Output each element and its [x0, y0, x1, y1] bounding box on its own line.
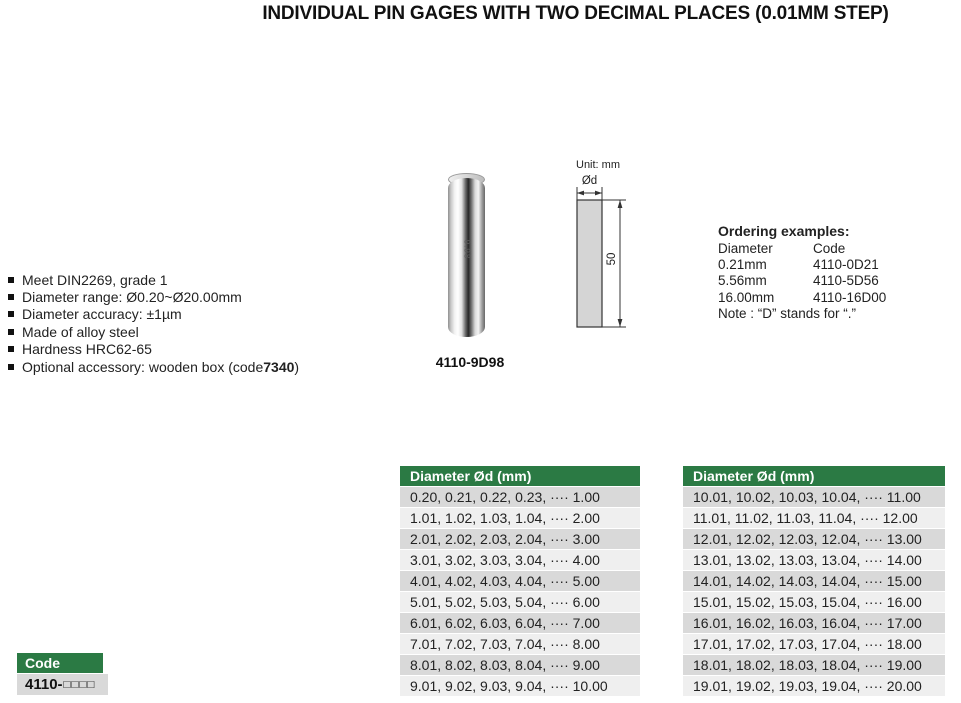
table-header: Diameter Ød (mm)	[400, 466, 640, 487]
table-row: 13.01, 13.02, 13.03, 13.04, ···· 14.00	[683, 550, 945, 571]
gage-outline-rect	[577, 200, 602, 327]
product-model-label: 4110-9D98	[435, 354, 505, 370]
feature-text: Meet DIN2269, grade 1	[22, 271, 168, 288]
bullet-square-icon	[8, 294, 14, 300]
ordering-col-diameter: Diameter	[718, 240, 773, 256]
ordering-note: Note : “D” stands for “.”	[718, 305, 857, 321]
feature-item	[8, 358, 299, 375]
feature-item	[8, 288, 299, 305]
table-row: 9.01, 9.02, 9.03, 9.04, ···· 10.00	[400, 676, 640, 697]
feature-text: Optional accessory: wooden box (code	[22, 358, 264, 375]
table-row: 10.01, 10.02, 10.03, 10.04, ···· 11.00	[683, 487, 945, 508]
feature-item	[8, 271, 299, 288]
table-row: 11.01, 11.02, 11.03, 11.04, ···· 12.00	[683, 508, 945, 529]
ordering-code: 4110-5D56	[813, 273, 879, 289]
ordering-examples	[718, 223, 886, 321]
page-title: INDIVIDUAL PIN GAGES WITH TWO DECIMAL PLACES (0.01MM STEP)	[262, 3, 889, 24]
table-row: 12.01, 12.02, 12.03, 12.04, ···· 13.00	[683, 529, 945, 550]
feature-text: Hardness HRC62-65	[22, 341, 152, 358]
table-row: 7.01, 7.02, 7.03, 7.04, ···· 8.00	[400, 634, 640, 655]
feature-list	[8, 271, 299, 375]
table-row: 4.01, 4.02, 4.03, 4.04, ···· 5.00	[400, 571, 640, 592]
ordering-code: 4110-0D21	[813, 256, 879, 272]
feature-text: Made of alloy steel	[22, 323, 139, 340]
code-placeholder-squares: □□□□	[63, 678, 96, 691]
diameter-dim-label: Ød	[581, 175, 598, 187]
feature-item	[8, 306, 299, 323]
ordering-diameter: 5.56mm	[718, 273, 767, 289]
diameter-table-1	[400, 466, 640, 697]
ordering-header-row	[718, 240, 886, 256]
feature-post: )	[294, 358, 300, 375]
dimension-drawing	[560, 152, 650, 342]
table-row: 2.01, 2.02, 2.03, 2.04, ···· 3.00	[400, 529, 640, 550]
code-prefix: 4110-	[25, 676, 63, 693]
table-row: 15.01, 15.02, 15.03, 15.04, ···· 16.00	[683, 592, 945, 613]
bullet-square-icon	[8, 364, 14, 370]
table-header: Diameter Ød (mm)	[683, 466, 945, 487]
bullet-square-icon	[8, 346, 14, 352]
ordering-code: 4110-16D00	[813, 289, 887, 305]
ordering-row	[718, 256, 886, 272]
table-row: 17.01, 17.02, 17.03, 17.04, ···· 18.00	[683, 634, 945, 655]
table-row: 0.20, 0.21, 0.22, 0.23, ···· 1.00	[400, 487, 640, 508]
bullet-square-icon	[8, 311, 14, 317]
table-row: 1.01, 1.02, 1.03, 1.04, ···· 2.00	[400, 508, 640, 529]
table-row: 8.01, 8.02, 8.03, 8.04, ···· 9.00	[400, 655, 640, 676]
feature-bold: 7340	[263, 358, 295, 375]
table-row: 3.01, 3.02, 3.03, 3.04, ···· 4.00	[400, 550, 640, 571]
table-row: 19.01, 19.02, 19.03, 19.04, ···· 20.00	[683, 676, 945, 697]
diameter-table-2	[683, 466, 945, 697]
length-dim-label: 50	[606, 252, 618, 266]
ordering-title: Ordering examples:	[718, 223, 850, 239]
code-box-value	[17, 674, 108, 695]
code-box-header: Code	[17, 653, 103, 674]
ordering-diameter: 0.21mm	[718, 256, 767, 272]
code-box	[17, 653, 108, 695]
table-row: 5.01, 5.02, 5.03, 5.04, ···· 6.00	[400, 592, 640, 613]
bullet-square-icon	[8, 329, 14, 335]
table-row: 16.01, 16.02, 16.03, 16.04, ···· 17.00	[683, 613, 945, 634]
ordering-row	[718, 289, 886, 305]
table-row: 6.01, 6.02, 6.03, 6.04, ···· 7.00	[400, 613, 640, 634]
pin-gage-marking: 9.98	[462, 239, 472, 260]
ordering-diameter: 16.00mm	[718, 289, 775, 305]
feature-text: Diameter range: Ø0.20~Ø20.00mm	[22, 289, 242, 306]
ordering-row	[718, 273, 886, 289]
ordering-col-code: Code	[813, 240, 846, 256]
feature-item	[8, 341, 299, 358]
unit-label: Unit: mm	[576, 159, 620, 171]
feature-text: Diameter accuracy: ±1µm	[22, 306, 182, 323]
bullet-square-icon	[8, 277, 14, 283]
table-row: 18.01, 18.02, 18.03, 18.04, ···· 19.00	[683, 655, 945, 676]
feature-item	[8, 323, 299, 340]
table-row: 14.01, 14.02, 14.03, 14.04, ···· 15.00	[683, 571, 945, 592]
